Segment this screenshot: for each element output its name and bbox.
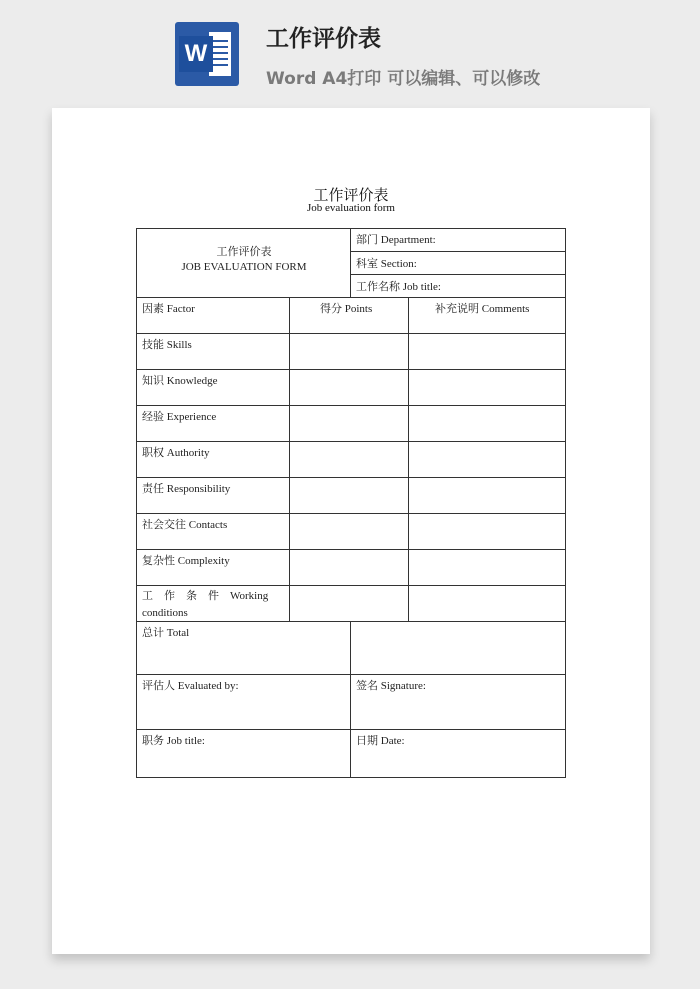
factor-cell: 工 作 条 件 Working conditions: [136, 585, 290, 622]
points-input[interactable]: [289, 549, 409, 586]
points-input[interactable]: [289, 333, 409, 370]
form-header-en: JOB EVALUATION FORM: [181, 261, 307, 273]
department-label: 部门 Department:: [356, 234, 436, 246]
word-icon: [175, 22, 239, 86]
points-input[interactable]: [289, 441, 409, 478]
word-letter: W: [179, 36, 213, 72]
evaluated-by-label: 评估人 Evaluated by:: [142, 680, 239, 692]
evaluation-form: [136, 228, 566, 778]
comments-input[interactable]: [408, 405, 566, 442]
job-title-field[interactable]: [350, 274, 566, 298]
evaluator-job-title-label: 职务 Job title:: [142, 735, 205, 747]
points-input[interactable]: [289, 585, 409, 622]
total-cell: [136, 621, 351, 675]
document-header: [0, 0, 700, 105]
section-label: 科室 Section:: [356, 258, 417, 270]
factor-cell: 责任 Responsibility: [136, 477, 290, 514]
form-header-cell: [136, 228, 351, 298]
date-field[interactable]: [350, 729, 566, 778]
signature-label: 签名 Signature:: [356, 680, 426, 692]
signature-field[interactable]: [350, 674, 566, 730]
document-subtitle: Job evaluation form: [307, 202, 395, 214]
points-input[interactable]: [289, 369, 409, 406]
comments-input[interactable]: [408, 369, 566, 406]
factor-cell: 知识 Knowledge: [136, 369, 290, 406]
total-input[interactable]: [350, 621, 566, 675]
form-header-cn: 工作评价表: [216, 246, 272, 258]
column-header-points: 得分 Points: [289, 297, 409, 334]
factor-cell: 复杂性 Complexity: [136, 549, 290, 586]
evaluated-by-field[interactable]: [136, 674, 351, 730]
comments-input[interactable]: [408, 513, 566, 550]
comments-input[interactable]: [408, 549, 566, 586]
points-input[interactable]: [289, 513, 409, 550]
total-label: 总计 Total: [142, 627, 190, 639]
document-title: 工作评价表: [313, 186, 389, 204]
factor-cell: 职权 Authority: [136, 441, 290, 478]
comments-input[interactable]: [408, 477, 566, 514]
factor-cell: 经验 Experience: [136, 405, 290, 442]
document-page: [52, 108, 650, 954]
factor-cell: 社会交往 Contacts: [136, 513, 290, 550]
comments-input[interactable]: [408, 333, 566, 370]
page-title: 工作评价表: [266, 26, 381, 52]
page-subtitle: Word A4打印 可以编辑、可以修改: [266, 69, 541, 89]
points-input[interactable]: [289, 405, 409, 442]
comments-input[interactable]: [408, 441, 566, 478]
evaluator-job-title-field[interactable]: [136, 729, 351, 778]
column-header-comments: 补充说明 Comments: [408, 297, 566, 334]
section-field[interactable]: [350, 251, 566, 275]
job-title-label: 工作名称 Job title:: [356, 281, 441, 293]
date-label: 日期 Date:: [356, 735, 405, 747]
column-header-factor: 因素 Factor: [136, 297, 290, 334]
department-field[interactable]: [350, 228, 566, 252]
points-input[interactable]: [289, 477, 409, 514]
comments-input[interactable]: [408, 585, 566, 622]
factor-cell: 技能 Skills: [136, 333, 290, 370]
